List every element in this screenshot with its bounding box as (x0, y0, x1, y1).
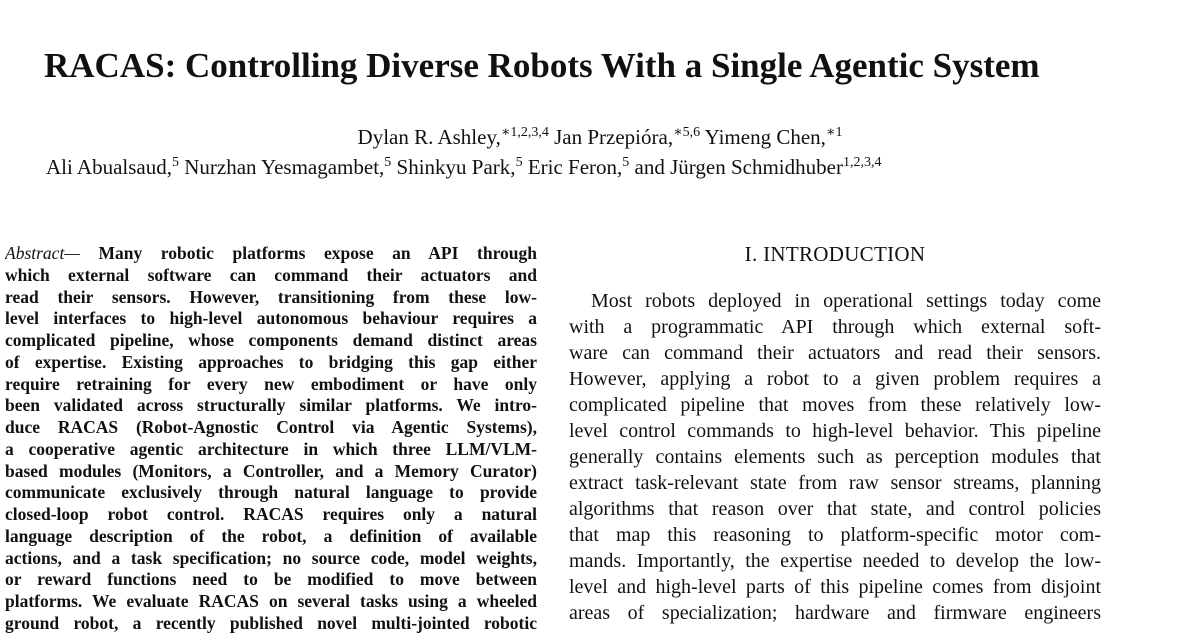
author-name: Shinkyu Park, (396, 155, 516, 179)
author-name: Yimeng Chen, (704, 125, 826, 149)
author-name: Jan Przepióra, (554, 125, 674, 149)
introduction-line: level and high-level parts of this pipeline comes from disjoint (569, 576, 1101, 598)
author-affiliation: ∗5,6 (673, 125, 701, 140)
author-name: Dylan R. Ashley, (357, 125, 501, 149)
abstract-line: or reward functions need to be modified to move between (5, 569, 537, 590)
introduction-line: generally contains elements such as perception modules that (569, 446, 1101, 468)
author-name: Ali Abualsaud, (46, 155, 172, 179)
author-name: and Jürgen Schmidhuber (634, 155, 843, 179)
abstract-line: communicate exclusively through natural language to provide (5, 482, 537, 503)
abstract-line: closed-loop robot control. RACAS requires only a natural (5, 504, 537, 524)
author-affiliation: 5 (622, 155, 630, 170)
abstract-line: level interfaces to high-level autonomous behaviour requires a (5, 308, 537, 329)
abstract-line-text: Many robotic platforms expose an API through (79, 243, 537, 263)
introduction-line: that map this reasoning to platform-specific motor com- (569, 524, 1101, 546)
abstract-line: platforms. We evaluate RACAS on several tasks using a wheeled (5, 591, 537, 611)
author-list-line-1 (0, 123, 1200, 151)
author-affiliation: ∗1,2,3,4 (500, 125, 549, 140)
abstract-line: require retraining for every new embodiment or have only (5, 373, 537, 394)
abstract-line: language description of the robot, a definition of available (5, 525, 537, 546)
author-affiliation: ∗1 (825, 125, 843, 140)
author-name: Eric Feron, (527, 155, 623, 179)
author-affiliation: 5 (515, 155, 523, 170)
abstract-line: complicated pipeline, whose components demand distinct areas (5, 330, 537, 350)
author-list-line-2 (46, 153, 881, 181)
introduction-line: complicated pipeline that moves from these relatively low- (569, 394, 1101, 416)
author-affiliation: 5 (172, 155, 179, 170)
introduction-line: algorithms that reason over that state, and control policies (569, 498, 1101, 520)
introduction-line: However, applying a robot to a given problem requires a (569, 368, 1101, 390)
abstract-line: been validated across structurally similar platforms. We intro- (5, 395, 537, 416)
abstract-line: ground robot, a recently published novel multi-jointed robotic (5, 612, 537, 633)
section-heading-introduction: I. INTRODUCTION (744, 242, 926, 266)
abstract-line: of expertise. Existing approaches to bridging this gap either (5, 351, 537, 372)
introduction-line: areas of specialization; hardware and firmware engineers (569, 602, 1101, 624)
introduction-body (569, 288, 1101, 626)
introduction-line: Most robots deployed in operational settings today come (591, 290, 1101, 312)
author-affiliation: 5 (384, 155, 392, 170)
author-name: Nurzhan Yesmagambet, (184, 155, 385, 179)
abstract-label: Abstract— (5, 243, 80, 263)
abstract-line: a cooperative agentic architecture in which three LLM/VLM- (5, 438, 537, 459)
abstract (5, 243, 537, 635)
abstract-line: based modules (Monitors, a Controller, and a Memory Curator) (5, 460, 537, 481)
abstract-line: duce RACAS (Robot-Agnostic Control via Agentic Systems), (5, 417, 537, 437)
introduction-line: mands. Importantly, the expertise needed to develop the low- (569, 550, 1101, 572)
abstract-line (5, 243, 537, 265)
abstract-line: read their sensors. However, transitioning from these low- (5, 286, 537, 307)
introduction-line: with a programmatic API through which external soft- (569, 316, 1101, 338)
introduction-line: ware can command their actuators and read their sensors. (569, 342, 1101, 364)
introduction-line: level control commands to high-level behavior. This pipeline (569, 420, 1101, 442)
paper-title: RACAS: Controlling Diverse Robots With a Single Agentic System (44, 46, 1040, 85)
abstract-line: which external software can command their actuators and (5, 264, 537, 285)
author-affiliation: 1,2,3,4 (842, 155, 882, 170)
abstract-line: actions, and a task specification; no source code, model weights, (5, 547, 537, 568)
introduction-line: extract task-relevant state from raw sensor streams, planning (569, 472, 1101, 494)
